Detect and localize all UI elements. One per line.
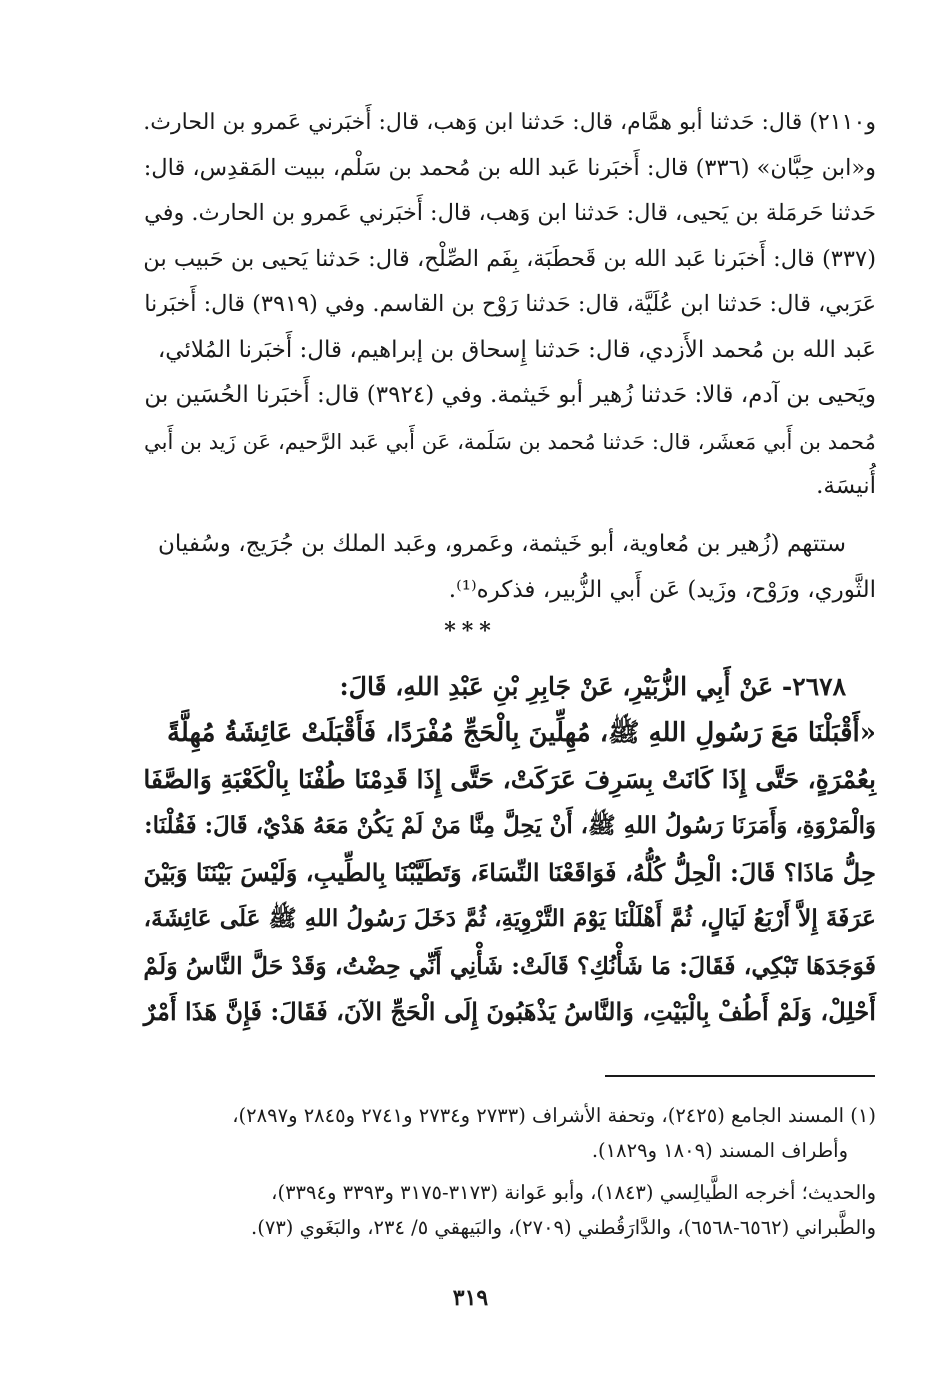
- text-line: بِعُمْرَةٍ، حَتَّى إِذَا كَانَتْ بِسَرِفَ عَرَكَتْ، حَتَّى إِذَا قَدِمْنَا طُفْنَا بِالْكَعْبَةِ وَالصَّفَا: [143, 764, 876, 794]
- text-line: الثَّوري، ورَوْح، وزَيد) عَن أَبي الزُّبير، فذكره⁽¹⁾.: [448, 576, 876, 603]
- isnad-chain-paragraph: [136, 100, 876, 510]
- narrators-summary-paragraph: [136, 522, 876, 613]
- text-line: حَدثنا حَرمَلة بن يَحيى، قال: حَدثنا ابن وَهب، قال: أَخبَرني عَمرو بن الحارث. وفي: [144, 200, 876, 226]
- hadith-text: [136, 710, 876, 1036]
- page-number: ٣١٩: [452, 1285, 489, 1311]
- hadith-heading: [136, 665, 876, 709]
- hadith-number-and-isnad: ٢٦٧٨- عَنْ أَبِي الزُّبَيْرِ، عَنْ جَابِرِ بْنِ عَبْدِ اللهِ، قَالَ:: [339, 672, 846, 701]
- text-line: عَبد الله بن مُحمد الأَزدي، قال: حَدثنا إِسحاق بن إبراهيم، قال: أَخبَرنا المُلائي،: [157, 336, 876, 363]
- text-line: حِلُّ مَاذَا؟ قَالَ: الْحِلُّ كُلُّهُ، فَوَاقَعْنَا النِّسَاءَ، وَتَطَيَّبْنَا بِالطِّيبِ، وَلَيْسَ بَيْنَنَا وَبَيْنَ: [143, 857, 876, 887]
- footnote-line: والحديث؛ أخرجه الطَّيالِسي (١٨٤٣)، وأبو عَوانة (٣١٧٣-٣١٧٥ و٣٣٩٣ و٣٣٩٤)،: [271, 1181, 876, 1204]
- section-separator: ***: [444, 618, 497, 644]
- footnote-divider: [605, 1075, 875, 1077]
- text-line: «أَقْبَلْنَا مَعَ رَسُولِ اللهِ ﷺ، مُهِلِّينَ بِالْحَجِّ مُفْرَدًا، فَأَقْبَلَتْ عَائِشَةُ مُهِلَّةً: [166, 718, 876, 748]
- text-line: أَحْلِلْ، وَلَمْ أَطُفْ بِالْبَيْتِ، وَالنَّاسُ يَذْهَبُونَ إِلَى الْحَجِّ الآنَ، فَقَالَ: فَإِنَّ هَذَا أَمْرٌ: [143, 997, 876, 1026]
- text-line: و٢١١٠) قال: حَدثنا أبو همَّام، قال: حَدثنا ابن وَهب، قال: أَخبَرني عَمرو بن الحارث.: [143, 110, 876, 135]
- text-line: ستتهم (زُهير بن مُعاوية، أبو خَيثمة، وعَمرو، وعَبد الملك بن جُرَيج، وسُفيان: [158, 531, 846, 557]
- footnotes: [136, 1098, 876, 1245]
- footnote-line: وأطراف المسند (١٨٠٩ و١٨٢٩).: [591, 1139, 848, 1162]
- text-line: وَالْمَرْوَةِ، وَأَمَرَنَا رَسُولُ اللهِ ﷺ، أَنْ يَحِلَّ مِنَّا مَنْ لَمْ يَكُنْ مَعَهُ هَدْيٌ، قَالَ: فَقُلْنَا:: [144, 812, 876, 839]
- footnote-line: والطَّبراني (٦٥٦٢-٦٥٦٨)، والدَّارَقُطني (٢٧٠٩)، والبَيهقي ٥/ ٢٣٤، والبَغَوي (٧٣).: [251, 1216, 876, 1239]
- text-line: عَرَفَةَ إِلاَّ أَرْبَعُ لَيَالٍ، ثُمَّ أَهْلَلْنَا يَوْمَ التَّرْوِيَةِ، ثُمَّ دَخَلَ رَسُولُ اللهِ ﷺ عَلَى عَائِشَةَ،: [143, 905, 876, 932]
- footnote-line: (١) المسند الجامع (٢٤٢٥)، وتحفة الأشراف (٢٧٣٣ و٢٧٣٤ و٢٧٤١ و٢٨٤٥ و٢٨٩٧)،: [232, 1104, 876, 1127]
- text-line: و«ابن حِبَّان» (٣٣٦) قال: أَخبَرنا عَبد الله بن مُحمد بن سَلْم، ببيت المَقدِس، قال:: [143, 154, 876, 181]
- text-line: فَوَجَدَهَا تَبْكِي، فَقَالَ: مَا شَأْنُكِ؟ قَالَتْ: شَأْنِي أَنِّي حِضْتُ، وَقَدْ حَلَّ النَّاسُ وَلَمْ: [143, 951, 876, 980]
- text-line: مُحمد بن أَبي مَعشَر، قال: حَدثنا مُحمد بن سَلَمة، عَن أَبي عَبد الرَّحيم، عَن زَيد بن أَبي: [144, 428, 876, 454]
- text-line: (٣٣٧) قال: أَخبَرنا عَبد الله بن قَحطَبَة، بِفَم الصِّلْح، قال: حَدثنا يَحيى بن حَبيب بن: [143, 245, 876, 272]
- text-line: عَرَبي، قال: حَدثنا ابن عُلَيَّة، قال: حَدثنا رَوْح بن القاسم. وفي (٣٩١٩) قال: أَخبَرنا: [144, 291, 876, 317]
- text-line: ويَحيى بن آدم، قالا: حَدثنا زُهير أبو خَيثمة. وفي (٣٩٢٤) قال: أَخبَرنا الحُسَين بن: [144, 382, 876, 408]
- text-line: أُنيسَة.: [816, 473, 876, 499]
